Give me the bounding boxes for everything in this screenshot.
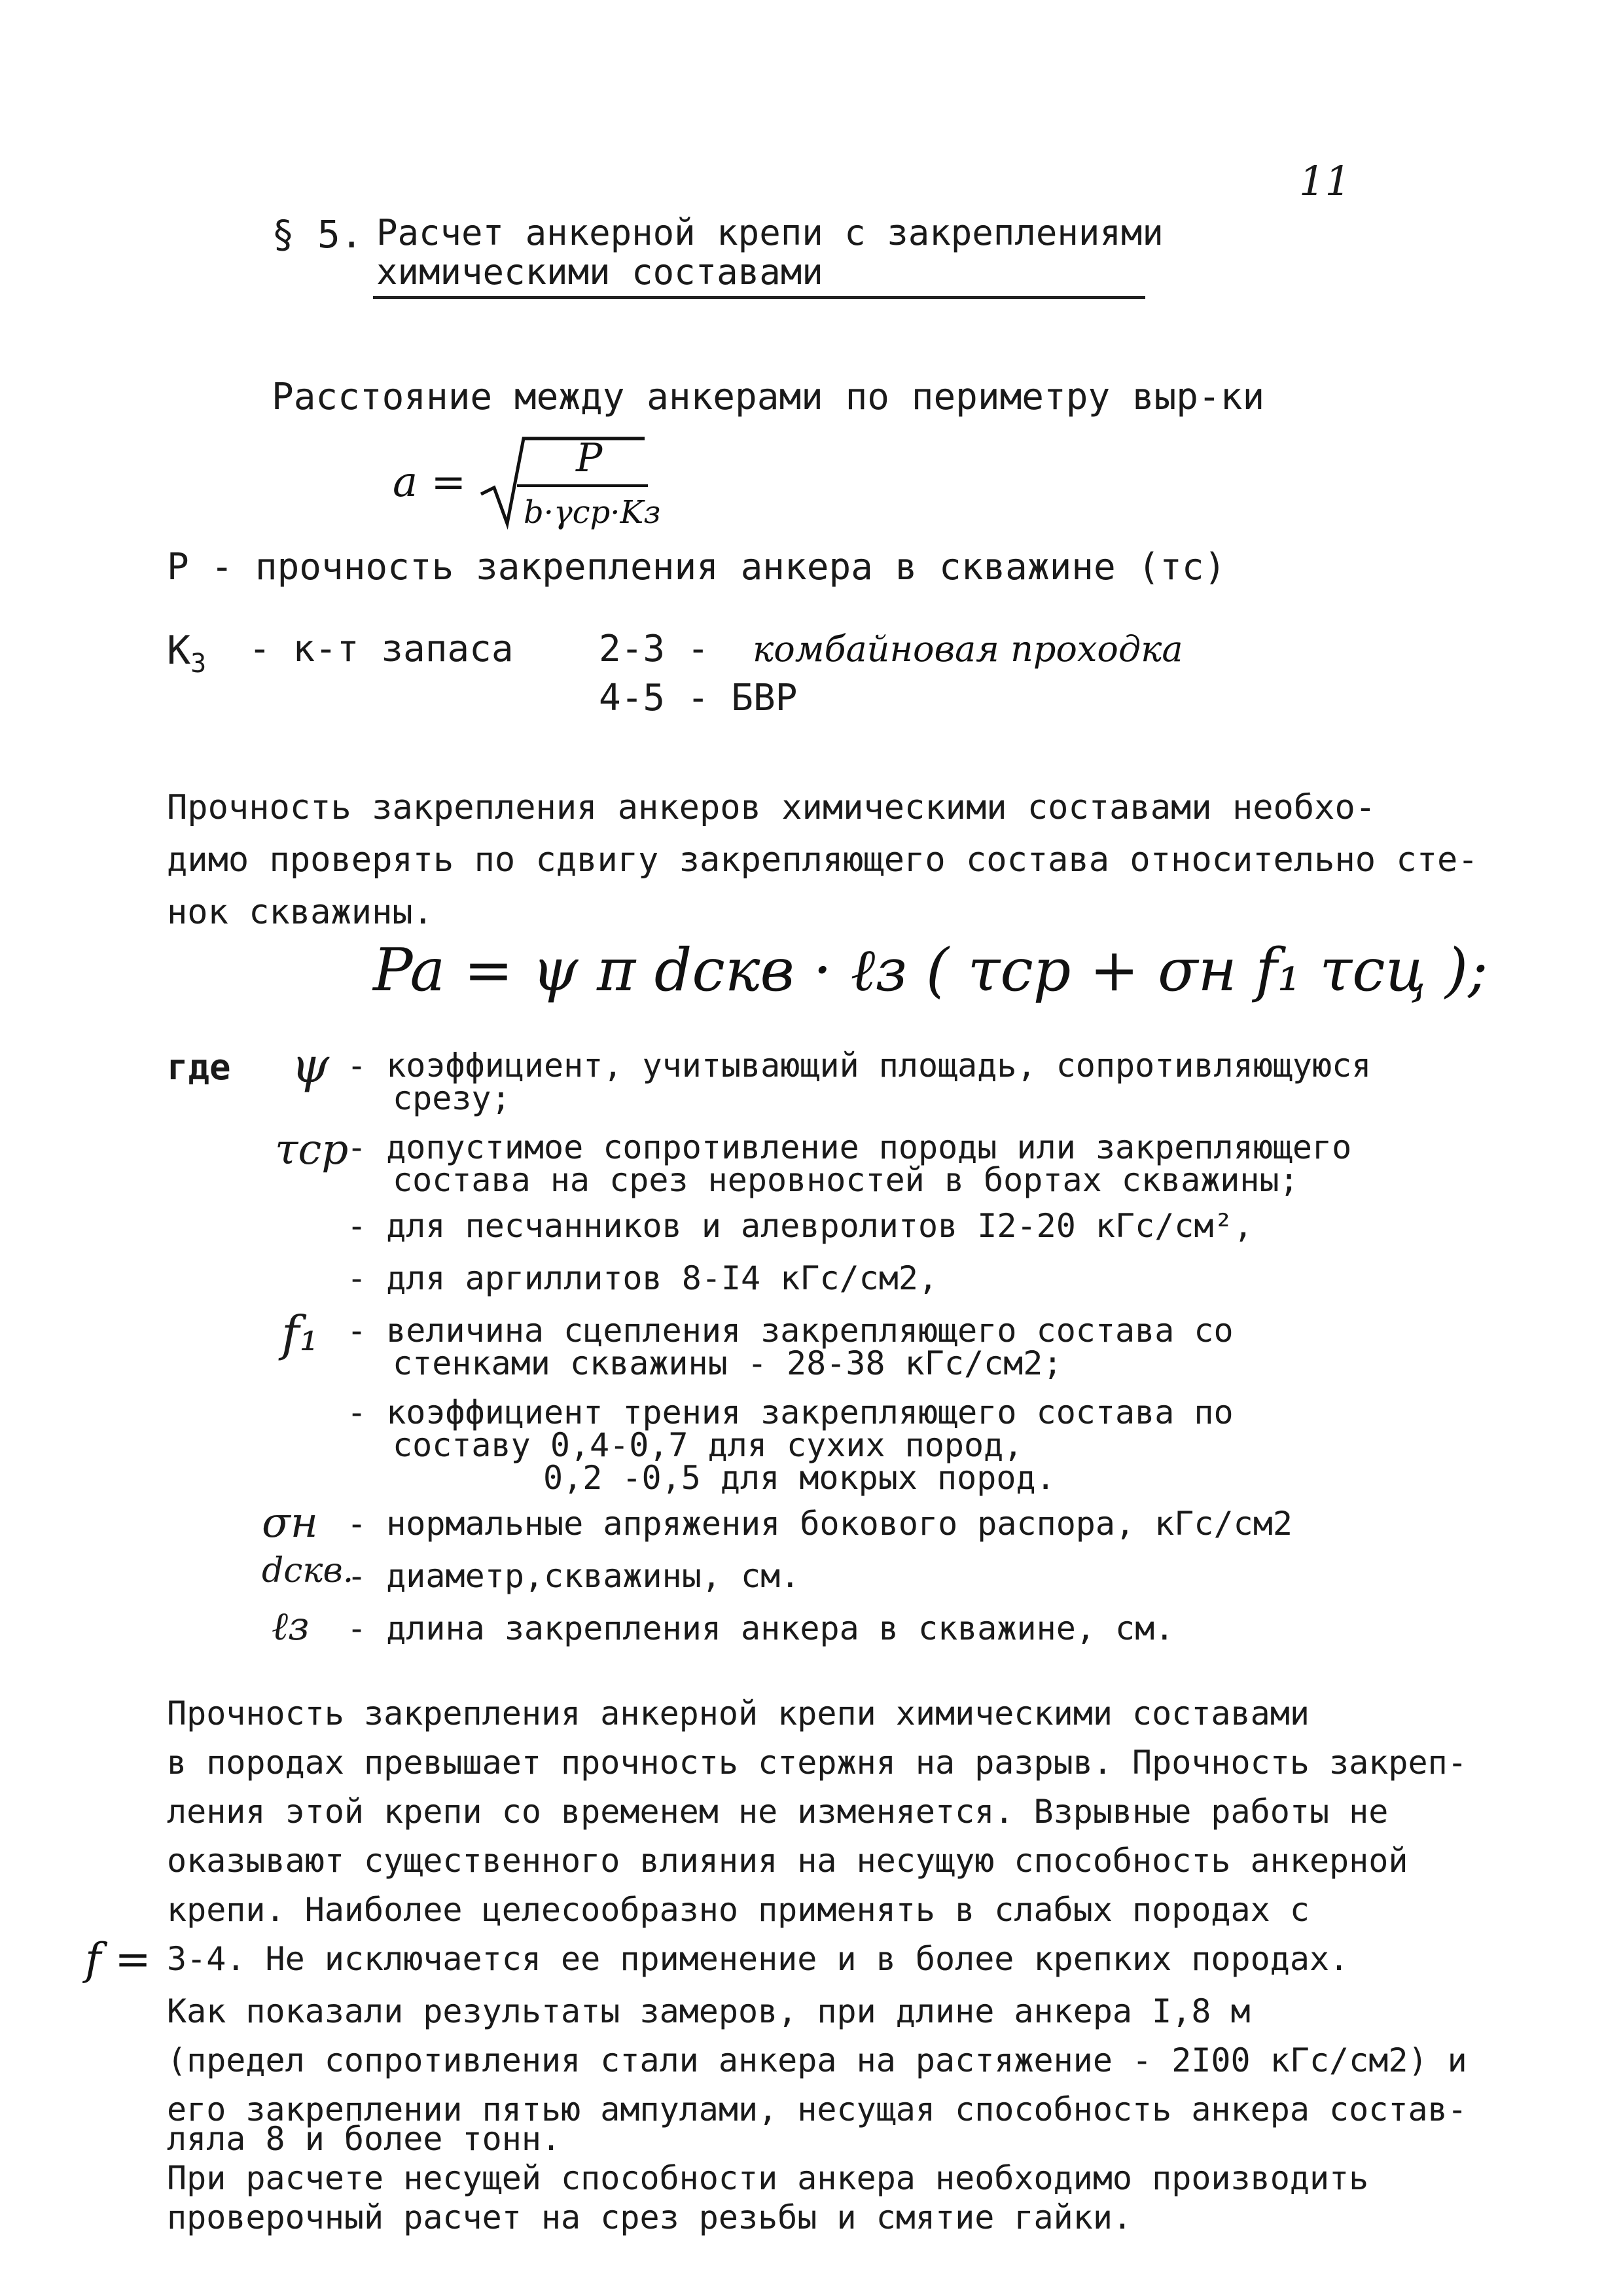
formula-a-denominator: b·γср·Kз (524, 494, 661, 531)
sigma-symbol: σн (262, 1499, 318, 1547)
paragraph2-line3: ления этой крепи со временем не изменяется. Взрывные работы не (167, 1793, 1389, 1831)
k3-row1-handwritten: комбайновая проходка (753, 628, 1183, 670)
section-number: § 5. (272, 212, 363, 257)
paragraph2-line5: крепи. Наиболее целесообразно применять в слабых породах с (167, 1891, 1310, 1929)
friction-line1: - коэффициент трения закрепляющего состава по (347, 1393, 1234, 1431)
tau-symbol: τср (275, 1126, 349, 1174)
section-title-line1: Расчет анкерной крепи с закреплениями (376, 212, 1164, 253)
paragraph2-line1: Прочность закрепления анкерной крепи химическими составами (167, 1695, 1310, 1732)
paragraph2-line2: в породах превышает прочность стержня на разрыв. Прочность закреп- (167, 1744, 1467, 1782)
k3-row1-value: 2-3 - (599, 628, 709, 670)
distance-intro: Расстояние между анкерами по периметру выр-ки (272, 376, 1265, 418)
margin-note-f: f = (85, 1934, 151, 1984)
k3-symbol (167, 628, 206, 679)
paragraph1-line1: Прочность закрепления анкеров химическими составами необхо- (167, 788, 1376, 827)
tau-line1: - допустимое сопротивление породы или закрепляющего (347, 1128, 1352, 1166)
d-line: - диаметр,скважины, см. (347, 1557, 800, 1595)
psi-line1: - коэффициент, учитывающий площадь, сопротивляющуюся (347, 1047, 1372, 1085)
k3-subscript: 3 (190, 649, 207, 679)
paragraph2-line4: оказывают существенного влияния на несущую способность анкерной (167, 1842, 1408, 1880)
paragraph1-line3: нок скважины. (167, 893, 433, 932)
main-formula: Pa = ψ π dскв · ℓз ( τср + σн f₁ τсц ); (373, 936, 1488, 1005)
tau-line2: состава на срез неровностей в бортах скважины; (393, 1161, 1299, 1199)
friction-line3: 0,2 -0,5 для мокрых пород. (543, 1459, 1056, 1497)
paragraph2-line6: 3-4. Не исключается ее применение и в более крепких породах. (167, 1940, 1349, 1978)
formula-a-lhs: a = (393, 458, 467, 507)
d-symbol: dскв. (262, 1551, 354, 1590)
formula-a-numerator: P (576, 435, 603, 481)
page-number: 11 (1299, 157, 1351, 205)
tau-sandstone: - для песчанников и алевролитов I2-20 кГс/см², (347, 1207, 1253, 1245)
f1-line2: стенками скважины - 28-38 кГс/см2; (393, 1344, 1063, 1382)
k3-row2: 4-5 - БВР (599, 677, 798, 719)
psi-symbol: ψ (291, 1037, 330, 1094)
where-label: где (167, 1047, 231, 1088)
paragraph3-line4: ляла 8 и более тонн. (167, 2120, 562, 2158)
tau-argillite: - для аргиллитов 8-I4 кГс/см2, (347, 1259, 938, 1297)
fraction-bar (517, 484, 648, 487)
section-rule (373, 296, 1145, 299)
f1-symbol: f₁ (281, 1306, 319, 1362)
k3-label: - к-т запаса (249, 628, 514, 670)
paragraph4-line2: проверочный расчет на срез резьбы и смятие гайки. (167, 2198, 1133, 2236)
paragraph3-line2: (предел сопротивления стали анкера на растяжение - 2I00 кГс/см2) и (167, 2041, 1467, 2079)
l-line: - длина закрепления анкера в скважине, см. (347, 1609, 1175, 1647)
l-symbol: ℓз (272, 1604, 310, 1649)
section-title-line2: химическими составами (376, 251, 823, 293)
paragraph3-line1: Как показали результаты замеров, при длине анкера I,8 м (167, 1992, 1251, 2030)
f1-line1: - величина сцепления закрепляющего состава со (347, 1312, 1234, 1350)
sigma-line: - нормальные апряжения бокового распора, кГс/см2 (347, 1505, 1293, 1543)
paragraph4-line1: При расчете несущей способности анкера необходимо производить (167, 2159, 1369, 2197)
p-definition: P - прочность закрепления анкера в скважине (тс) (167, 546, 1226, 588)
psi-line2: срезу; (393, 1079, 511, 1117)
paragraph3-line3: его закреплении пятью ампулами, несущая способность анкера состав- (167, 2090, 1467, 2128)
friction-line2: составу 0,4-0,7 для сухих пород, (393, 1426, 1024, 1464)
k3-letter: K (167, 628, 191, 673)
paragraph1-line2: димо проверять по сдвигу закрепляющего состава относительно сте- (167, 840, 1478, 880)
